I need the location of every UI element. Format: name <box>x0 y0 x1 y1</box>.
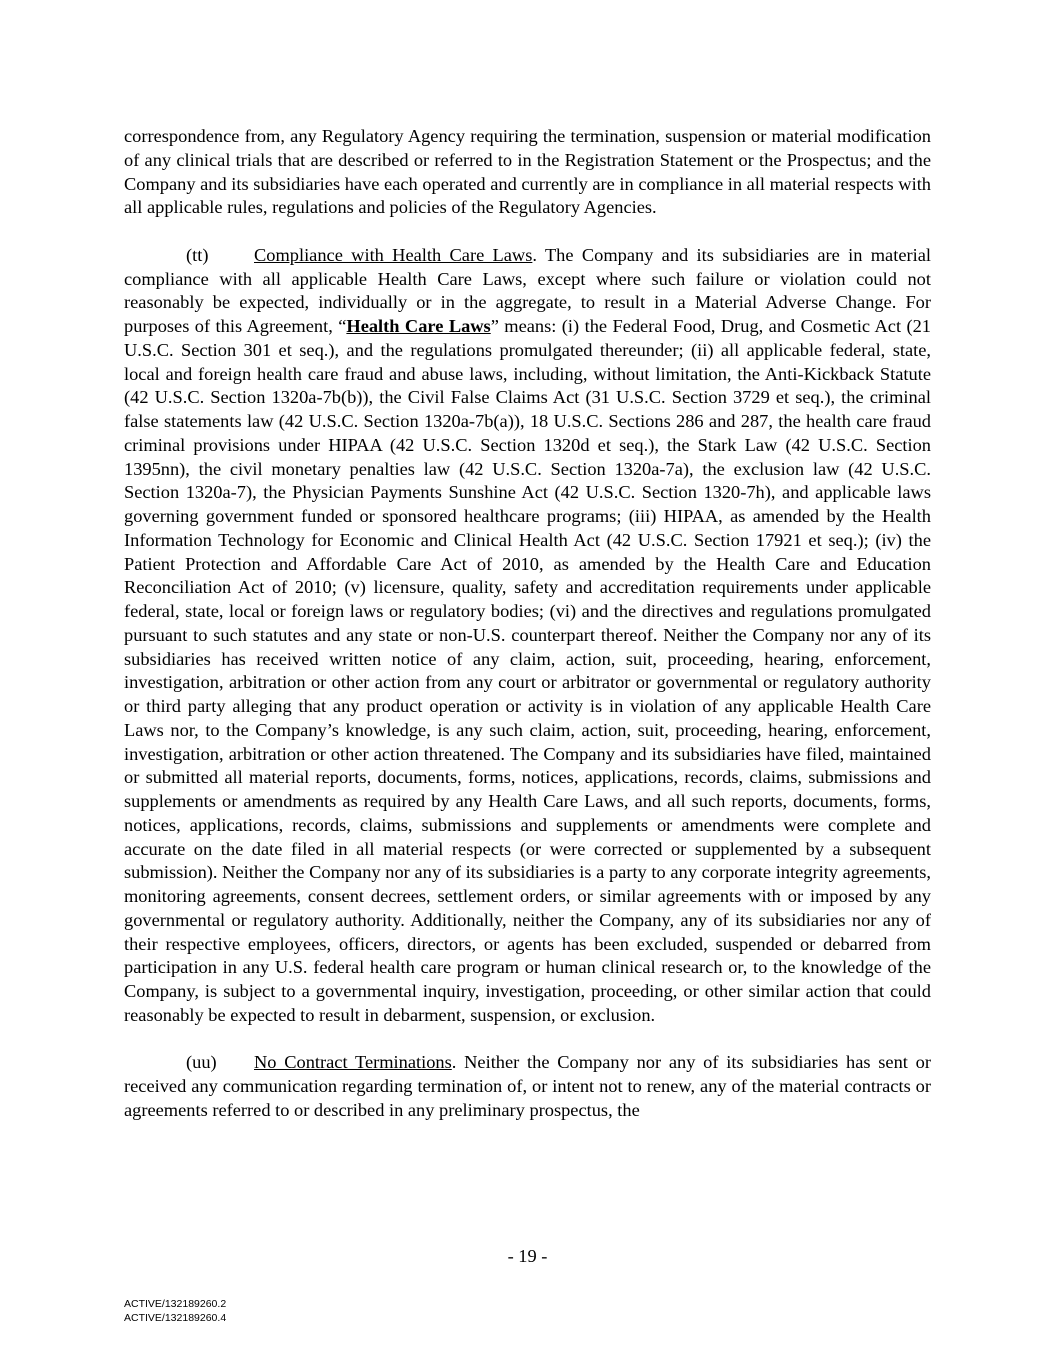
section-uu-text: . Neither the Company nor any of its subsidiaries has sent or received any communication regarding termination of, or intent not to renew, any of the material contracts or agreements referred to or described in any preliminary prospectus, the <box>124 1052 931 1120</box>
document-page <box>124 125 931 1123</box>
section-uu-heading: No Contract Terminations <box>254 1052 452 1073</box>
defined-term-health-care-laws: Health Care Laws <box>346 316 491 336</box>
footer-doc-id-1: ACTIVE/132189260.2 <box>124 1298 227 1310</box>
paragraph-continuation <box>124 125 931 220</box>
section-uu <box>124 1051 931 1122</box>
footer-doc-id-2: ACTIVE/132189260.4 <box>124 1312 227 1324</box>
document-footer <box>124 1297 226 1325</box>
section-tt-text-a: . The Company and its subsidiaries are in material compliance with all applicable Health Care Laws, except where such failure or violation could not reasonably be expected, individually or in the aggregate, to result in a Material Adverse Change. For purposes of this Agreement, “ <box>124 244 931 336</box>
section-tt-heading: Compliance with Health Care Laws <box>254 244 533 265</box>
section-uu-number: (uu) <box>186 1052 217 1073</box>
paragraph-continuation-text: correspondence from, any Regulatory Agency requiring the termination, suspension or material modification of any clinical trials that are described or referred to in the Registration Statement or the Prospectus; and the Company and its subsidiaries have each operated and currently are in compliance in all material respects with all applicable rules, regulations and policies of the Regulatory Agencies. <box>124 126 931 218</box>
section-tt-text-b: ” means: (i) the Federal Food, Drug, and Cosmetic Act (21 U.S.C. Section 301 et seq.), and the regulations promulgated thereunder; (ii) all applicable federal, state, local and foreign health care fraud and abuse laws, including, without limitation, the Anti-Kickback Statute (42 U.S.C. Section 1320a-7b(b)), the Civil False Claims Act (31 U.S.C. Section 3729 et seq.), the criminal false statements law (42 U.S.C. Section 1320a-7b(a)), 18 U.S.C. Sections 286 and 287, the health care fraud criminal provisions under HIPAA (42 U.S.C. Section 1320d et seq.), the Stark Law (42 U.S.C. Section 1395nn), the civil monetary penalties law (42 U.S.C. Section 1320a-7a), the exclusion law (42 U.S.C. Section 1320a-7), the Physician Payments Sunshine Act (42 U.S.C. Section 1320-7h), and applicable laws governing government funded or sponsored healthcare programs; (iii) HIPAA, as amended by the Health Information Technology for Economic and Clinical Health Act (42 U.S.C. Section 17921 et seq.); (iv) the Patient Protection and Affordable Care Act of 2010, as amended by the Health Care and Education Reconciliation Act of 2010; (v) licensure, quality, safety and accreditation requirements under applicable federal, state, local or foreign laws or regulatory bodies; (vi) and the directives and regulations promulgated pursuant to such statutes and any state or non-U.S. counterpart thereof. Neither the Company nor any of its subsidiaries has received written notice of any claim, action, suit, proceeding, hearing, enforcement, investigation, arbitration or other action from any court or arbitrator or governmental or regulatory authority or third party alleging that any product operation or activity is in violation of any applicable Health Care Laws nor, to the Company’s knowledge, is any such claim, action, suit, proceeding, hearing, enforcement, investigation, arbitration or other action threatened. The Company and its subsidiaries have filed, maintained or submitted all material reports, documents, forms, notices, applications, records, claims, submissions and supplements or amendments as required by any Health Care Laws, and all such reports, documents, forms, notices, applications, records, claims, submissions and supplements or amendments were complete and accurate on the date filed in all material respects (or were corrected or supplemented by a subsequent submission). Neither the Company nor any of its subsidiaries is a party to any corporate integrity agreements, monitoring agreements, consent decrees, settlement orders, or similar agreements with or imposed by any governmental or regulatory authority. Additionally, neither the Company, any of its subsidiaries nor any of their respective employees, officers, directors, or agents has been excluded, suspended or debarred from participation in any U.S. federal health care program or human clinical research or, to the knowledge of the Company, is subject to a governmental inquiry, investigation, proceeding, or other similar action that could reasonably be expected to result in debarment, suspension, or exclusion. <box>124 316 931 1025</box>
section-tt-number: (tt) <box>186 244 209 265</box>
page-number: - 19 - <box>507 1246 548 1266</box>
section-tt <box>124 244 931 1028</box>
